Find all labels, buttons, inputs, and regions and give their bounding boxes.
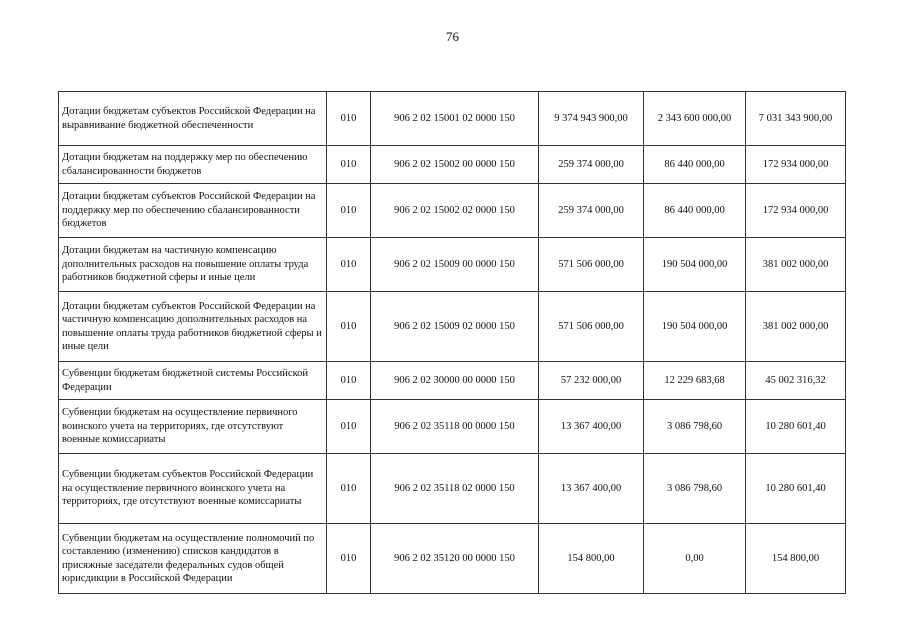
table-row (59, 292, 846, 362)
name-cell: Субвенции бюджетам на осуществление первичного воинского учета на территориях, где отсутствуют военные комиссариаты (59, 400, 327, 454)
budget-table (58, 91, 846, 594)
budget-code-cell: 906 2 02 35120 00 0000 150 (371, 524, 539, 594)
executed-amount-cell: 0,00 (644, 524, 746, 594)
line-code-cell: 010 (327, 454, 371, 524)
budget-code-cell: 906 2 02 35118 00 0000 150 (371, 400, 539, 454)
executed-amount-cell: 3 086 798,60 (644, 400, 746, 454)
line-code-cell: 010 (327, 238, 371, 292)
table-row (59, 92, 846, 146)
line-code-cell: 010 (327, 400, 371, 454)
approved-amount-cell: 13 367 400,00 (539, 454, 644, 524)
page-number: 76 (446, 29, 459, 44)
table-row (59, 184, 846, 238)
executed-amount-cell: 86 440 000,00 (644, 146, 746, 184)
table-row (59, 146, 846, 184)
remaining-amount-cell: 381 002 000,00 (746, 292, 846, 362)
executed-amount-cell: 190 504 000,00 (644, 238, 746, 292)
budget-code-cell: 906 2 02 30000 00 0000 150 (371, 362, 539, 400)
table-row (59, 454, 846, 524)
remaining-amount-cell: 172 934 000,00 (746, 146, 846, 184)
budget-code-cell: 906 2 02 15001 02 0000 150 (371, 92, 539, 146)
table-row (59, 524, 846, 594)
approved-amount-cell: 13 367 400,00 (539, 400, 644, 454)
budget-code-cell: 906 2 02 15009 02 0000 150 (371, 292, 539, 362)
line-code-cell: 010 (327, 292, 371, 362)
budget-table-body (59, 92, 846, 594)
table-row (59, 238, 846, 292)
budget-code-cell: 906 2 02 15002 02 0000 150 (371, 184, 539, 238)
executed-amount-cell: 3 086 798,60 (644, 454, 746, 524)
budget-code-cell: 906 2 02 15009 00 0000 150 (371, 238, 539, 292)
budget-code-cell: 906 2 02 15002 00 0000 150 (371, 146, 539, 184)
approved-amount-cell: 259 374 000,00 (539, 146, 644, 184)
line-code-cell: 010 (327, 146, 371, 184)
name-cell: Субвенции бюджетам на осуществление полномочий по составлению (изменению) списков кандидатов в присяжные заседатели федеральных судов общей юрисдикции в Российской Федерации (59, 524, 327, 594)
approved-amount-cell: 57 232 000,00 (539, 362, 644, 400)
executed-amount-cell: 190 504 000,00 (644, 292, 746, 362)
name-cell: Дотации бюджетам на частичную компенсацию дополнительных расходов на повышение оплаты труда работников бюджетной сферы и иные цели (59, 238, 327, 292)
approved-amount-cell: 571 506 000,00 (539, 292, 644, 362)
name-cell: Субвенции бюджетам субъектов Российской Федерации на осуществление первичного воинского учета на территориях, где отсутствуют военные комиссариаты (59, 454, 327, 524)
table-row (59, 362, 846, 400)
budget-code-cell: 906 2 02 35118 02 0000 150 (371, 454, 539, 524)
executed-amount-cell: 12 229 683,68 (644, 362, 746, 400)
table-row (59, 400, 846, 454)
line-code-cell: 010 (327, 362, 371, 400)
name-cell: Дотации бюджетам субъектов Российской Федерации на поддержку мер по обеспечению сбалансированности бюджетов (59, 184, 327, 238)
remaining-amount-cell: 172 934 000,00 (746, 184, 846, 238)
approved-amount-cell: 571 506 000,00 (539, 238, 644, 292)
name-cell: Субвенции бюджетам бюджетной системы Российской Федерации (59, 362, 327, 400)
approved-amount-cell: 9 374 943 900,00 (539, 92, 644, 146)
remaining-amount-cell: 10 280 601,40 (746, 400, 846, 454)
remaining-amount-cell: 10 280 601,40 (746, 454, 846, 524)
name-cell: Дотации бюджетам субъектов Российской Федерации на выравнивание бюджетной обеспеченности (59, 92, 327, 146)
line-code-cell: 010 (327, 184, 371, 238)
approved-amount-cell: 154 800,00 (539, 524, 644, 594)
remaining-amount-cell: 154 800,00 (746, 524, 846, 594)
executed-amount-cell: 2 343 600 000,00 (644, 92, 746, 146)
name-cell: Дотации бюджетам субъектов Российской Федерации на частичную компенсацию дополнительных расходов на повышение оплаты труда работников бюджетной сферы и иные цели (59, 292, 327, 362)
approved-amount-cell: 259 374 000,00 (539, 184, 644, 238)
name-cell: Дотации бюджетам на поддержку мер по обеспечению сбалансированности бюджетов (59, 146, 327, 184)
executed-amount-cell: 86 440 000,00 (644, 184, 746, 238)
line-code-cell: 010 (327, 92, 371, 146)
remaining-amount-cell: 7 031 343 900,00 (746, 92, 846, 146)
remaining-amount-cell: 381 002 000,00 (746, 238, 846, 292)
line-code-cell: 010 (327, 524, 371, 594)
remaining-amount-cell: 45 002 316,32 (746, 362, 846, 400)
